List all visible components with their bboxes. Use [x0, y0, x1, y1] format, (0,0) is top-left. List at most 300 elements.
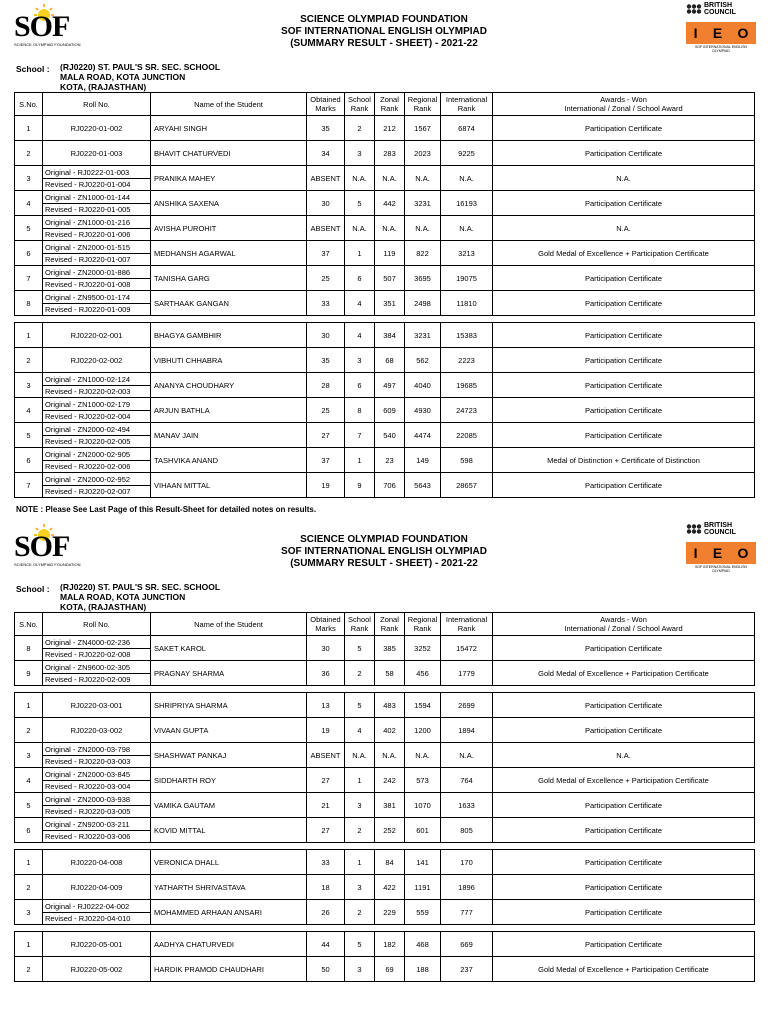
serial-number: 2 — [15, 718, 43, 743]
serial-number: 7 — [15, 266, 43, 291]
table-row — [15, 448, 755, 473]
column-header: Regional Rank — [405, 613, 441, 636]
column-header: School Rank — [345, 93, 375, 116]
obtained-marks: 19 — [307, 718, 345, 743]
revised-roll: Revised - RJ0220-01-007 — [45, 254, 131, 264]
award-won: Participation Certificate — [493, 323, 755, 348]
school-rank: 6 — [345, 373, 375, 398]
school-rank: N.A. — [345, 743, 375, 768]
regional-rank: 1567 — [405, 116, 441, 141]
school-name: (RJ0220) ST. PAUL'S SR. SEC. SCHOOL — [60, 582, 221, 592]
ieo-letter: O — [737, 25, 749, 41]
international-rank: 6874 — [441, 116, 493, 141]
roll-number: RJ0220-01-003 — [43, 141, 151, 166]
original-roll: Original - ZN4000-02-236 — [43, 637, 150, 649]
table-row — [15, 141, 755, 166]
column-header: Regional Rank — [405, 93, 441, 116]
student-name: SARTHAAK GANGAN — [151, 291, 307, 316]
international-rank: 19075 — [441, 266, 493, 291]
roll-number: RJ0220-05-002 — [43, 957, 151, 982]
serial-number: 6 — [15, 818, 43, 843]
table-row — [15, 636, 755, 661]
roll-number — [43, 191, 151, 216]
obtained-marks: 37 — [307, 241, 345, 266]
original-roll: Original - ZN2000-02-952 — [43, 474, 150, 486]
student-name: SIDDHARTH ROY — [151, 768, 307, 793]
sheet-title: (SUMMARY RESULT - SHEET) - 2021-22 — [290, 38, 478, 49]
obtained-marks: ABSENT — [307, 743, 345, 768]
zonal-rank: 23 — [375, 448, 405, 473]
original-roll: Original - RJ0222-04-002 — [43, 901, 150, 913]
column-header: Zonal Rank — [375, 613, 405, 636]
zonal-rank: 229 — [375, 900, 405, 925]
international-rank: 805 — [441, 818, 493, 843]
regional-rank: 4930 — [405, 398, 441, 423]
regional-rank: 468 — [405, 932, 441, 957]
school-rank: 4 — [345, 323, 375, 348]
award-won: Gold Medal of Excellence + Participation Certificate — [493, 661, 755, 686]
british-council-text: BRITISH COUNCIL — [704, 2, 736, 16]
school-rank: 1 — [345, 768, 375, 793]
original-roll: Original - RJ0222-01-003 — [43, 167, 150, 179]
award-won: Gold Medal of Excellence + Participation Certificate — [493, 241, 755, 266]
british-council-ieo-logo — [686, 2, 756, 53]
serial-number: 3 — [15, 743, 43, 768]
original-roll: Original - ZN2000-03-938 — [43, 794, 150, 806]
serial-number: 2 — [15, 348, 43, 373]
regional-rank: 1594 — [405, 693, 441, 718]
zonal-rank: 69 — [375, 957, 405, 982]
school-address: MALA ROAD, KOTA JUNCTION — [60, 592, 186, 602]
regional-rank: 3231 — [405, 323, 441, 348]
zonal-rank: N.A. — [375, 216, 405, 241]
student-name: HARDIK PRAMOD CHAUDHARI — [151, 957, 307, 982]
table-row — [15, 661, 755, 686]
regional-rank: N.A. — [405, 743, 441, 768]
obtained-marks: 36 — [307, 661, 345, 686]
award-won: Participation Certificate — [493, 793, 755, 818]
ieo-subtitle: SOF INTERNATIONAL ENGLISH OLYMPIAD — [694, 45, 748, 53]
original-roll: Original - ZN2000-03-845 — [43, 769, 150, 781]
obtained-marks: 50 — [307, 957, 345, 982]
column-header: Obtained Marks — [307, 93, 345, 116]
column-header: Obtained Marks — [307, 613, 345, 636]
table-row — [15, 266, 755, 291]
zonal-rank: 497 — [375, 373, 405, 398]
obtained-marks: 25 — [307, 398, 345, 423]
international-rank: 2699 — [441, 693, 493, 718]
obtained-marks: 28 — [307, 373, 345, 398]
revised-roll: Revised - RJ0220-02-008 — [45, 649, 131, 659]
roll-number: RJ0220-03-002 — [43, 718, 151, 743]
obtained-marks: 30 — [307, 636, 345, 661]
table-row — [15, 932, 755, 957]
revised-roll: Revised - RJ0220-03-006 — [45, 831, 131, 841]
roll-number — [43, 266, 151, 291]
table-row — [15, 718, 755, 743]
regional-rank: 5643 — [405, 473, 441, 498]
obtained-marks: 26 — [307, 900, 345, 925]
school-rank: 2 — [345, 818, 375, 843]
obtained-marks: 35 — [307, 348, 345, 373]
obtained-marks: 27 — [307, 423, 345, 448]
international-rank: 1779 — [441, 661, 493, 686]
zonal-rank: 507 — [375, 266, 405, 291]
regional-rank: 4474 — [405, 423, 441, 448]
revised-roll: Revised - RJ0220-02-005 — [45, 436, 131, 446]
column-header: Awards - Won International / Zonal / School Award — [493, 93, 755, 116]
serial-number: 2 — [15, 141, 43, 166]
international-rank: 3213 — [441, 241, 493, 266]
roll-number: RJ0220-03-001 — [43, 693, 151, 718]
student-name: YATHARTH SHRIVASTAVA — [151, 875, 307, 900]
serial-number: 9 — [15, 661, 43, 686]
zonal-rank: 351 — [375, 291, 405, 316]
international-rank: 237 — [441, 957, 493, 982]
zonal-rank: N.A. — [375, 743, 405, 768]
obtained-marks: 30 — [307, 323, 345, 348]
obtained-marks: 30 — [307, 191, 345, 216]
student-name: VIVAAN GUPTA — [151, 718, 307, 743]
table-row — [15, 373, 755, 398]
sheet-header — [0, 0, 768, 62]
column-header: Roll No. — [43, 93, 151, 116]
award-won: N.A. — [493, 166, 755, 191]
school-rank: 3 — [345, 793, 375, 818]
group-separator — [15, 843, 755, 850]
student-name: TASHVIKA ANAND — [151, 448, 307, 473]
table-row — [15, 116, 755, 141]
serial-number: 1 — [15, 116, 43, 141]
international-rank: 764 — [441, 768, 493, 793]
school-rank: 5 — [345, 191, 375, 216]
revised-roll: Revised - RJ0220-04-010 — [45, 913, 131, 923]
zonal-rank: 385 — [375, 636, 405, 661]
award-won: Participation Certificate — [493, 850, 755, 875]
school-rank: 3 — [345, 348, 375, 373]
roll-number: RJ0220-02-002 — [43, 348, 151, 373]
table-row — [15, 957, 755, 982]
school-rank: 5 — [345, 693, 375, 718]
original-roll: Original - ZN9500-01-174 — [43, 292, 150, 304]
award-won: Participation Certificate — [493, 693, 755, 718]
international-rank: 1894 — [441, 718, 493, 743]
school-label: School : — [16, 584, 50, 594]
international-rank: N.A. — [441, 166, 493, 191]
international-rank: 1633 — [441, 793, 493, 818]
serial-number: 5 — [15, 216, 43, 241]
column-header: Roll No. — [43, 613, 151, 636]
student-name: MOHAMMED ARHAAN ANSARI — [151, 900, 307, 925]
obtained-marks: 35 — [307, 116, 345, 141]
obtained-marks: 25 — [307, 266, 345, 291]
school-rank: 1 — [345, 448, 375, 473]
serial-number: 1 — [15, 932, 43, 957]
result-sheet-page-2 — [0, 520, 768, 982]
roll-number: RJ0220-01-002 — [43, 116, 151, 141]
award-won: N.A. — [493, 743, 755, 768]
ieo-subtitle: SOF INTERNATIONAL ENGLISH OLYMPIAD — [694, 565, 748, 573]
revised-roll: Revised - RJ0220-02-006 — [45, 461, 131, 471]
international-rank: 11810 — [441, 291, 493, 316]
international-rank: 1896 — [441, 875, 493, 900]
ieo-letter: E — [712, 25, 723, 41]
table-row — [15, 900, 755, 925]
results-table — [14, 92, 755, 498]
school-rank: 4 — [345, 291, 375, 316]
student-name: SAKET KAROL — [151, 636, 307, 661]
revised-roll: Revised - RJ0220-01-008 — [45, 279, 131, 289]
regional-rank: N.A. — [405, 216, 441, 241]
table-row — [15, 768, 755, 793]
roll-number — [43, 473, 151, 498]
school-rank: 1 — [345, 850, 375, 875]
award-won: Participation Certificate — [493, 636, 755, 661]
roll-number — [43, 900, 151, 925]
roll-number — [43, 448, 151, 473]
international-rank: 24723 — [441, 398, 493, 423]
column-header: S.No. — [15, 613, 43, 636]
international-rank: 15472 — [441, 636, 493, 661]
student-name: ARYAHI SINGH — [151, 116, 307, 141]
international-rank: 16193 — [441, 191, 493, 216]
sof-logo-text: SOF — [14, 530, 70, 563]
roll-number — [43, 216, 151, 241]
revised-roll: Revised - RJ0220-02-007 — [45, 486, 131, 496]
ieo-letter: E — [712, 545, 723, 561]
international-rank: 28657 — [441, 473, 493, 498]
british-council-dots-icon — [686, 4, 702, 14]
student-name: VERONICA DHALL — [151, 850, 307, 875]
regional-rank: 3231 — [405, 191, 441, 216]
revised-roll: Revised - RJ0220-02-003 — [45, 386, 131, 396]
table-row — [15, 191, 755, 216]
award-won: Participation Certificate — [493, 373, 755, 398]
serial-number: 3 — [15, 166, 43, 191]
roll-number — [43, 636, 151, 661]
original-roll: Original - ZN9600-02-305 — [43, 662, 150, 674]
roll-number: RJ0220-02-001 — [43, 323, 151, 348]
award-won: N.A. — [493, 216, 755, 241]
student-name: TANISHA GARG — [151, 266, 307, 291]
regional-rank: 456 — [405, 661, 441, 686]
olympiad-title: SOF INTERNATIONAL ENGLISH OLYMPIAD — [281, 26, 487, 37]
regional-rank: 3252 — [405, 636, 441, 661]
regional-rank: 1070 — [405, 793, 441, 818]
column-header: Name of the Student — [151, 93, 307, 116]
award-won: Participation Certificate — [493, 818, 755, 843]
obtained-marks: 34 — [307, 141, 345, 166]
table-row — [15, 875, 755, 900]
olympiad-title: SOF INTERNATIONAL ENGLISH OLYMPIAD — [281, 546, 487, 557]
award-won: Participation Certificate — [493, 141, 755, 166]
international-rank: N.A. — [441, 216, 493, 241]
award-won: Participation Certificate — [493, 291, 755, 316]
table-row — [15, 323, 755, 348]
international-rank: 170 — [441, 850, 493, 875]
award-won: Participation Certificate — [493, 191, 755, 216]
award-won: Participation Certificate — [493, 266, 755, 291]
roll-number — [43, 373, 151, 398]
international-rank: 9225 — [441, 141, 493, 166]
obtained-marks: 27 — [307, 768, 345, 793]
revised-roll: Revised - RJ0220-02-004 — [45, 411, 131, 421]
school-rank: 3 — [345, 141, 375, 166]
results-table — [14, 612, 755, 982]
international-rank: 19685 — [441, 373, 493, 398]
foundation-title: SCIENCE OLYMPIAD FOUNDATION — [300, 534, 468, 545]
student-name: BHAGYA GAMBHIR — [151, 323, 307, 348]
british-council-ieo-logo — [686, 522, 756, 573]
table-row — [15, 743, 755, 768]
serial-number: 1 — [15, 850, 43, 875]
international-rank: N.A. — [441, 743, 493, 768]
obtained-marks: 19 — [307, 473, 345, 498]
serial-number: 3 — [15, 373, 43, 398]
table-row — [15, 473, 755, 498]
serial-number: 8 — [15, 636, 43, 661]
revised-roll: Revised - RJ0220-03-003 — [45, 756, 131, 766]
roll-number — [43, 291, 151, 316]
roll-number — [43, 743, 151, 768]
award-won: Participation Certificate — [493, 348, 755, 373]
regional-rank: 3695 — [405, 266, 441, 291]
revised-roll: Revised - RJ0220-03-005 — [45, 806, 131, 816]
original-roll: Original - ZN1000-01-216 — [43, 217, 150, 229]
original-roll: Original - ZN2000-02-494 — [43, 424, 150, 436]
student-name: AADHYA CHATURVEDI — [151, 932, 307, 957]
award-won: Participation Certificate — [493, 932, 755, 957]
award-won: Participation Certificate — [493, 718, 755, 743]
school-rank: 2 — [345, 900, 375, 925]
obtained-marks: 27 — [307, 818, 345, 843]
revised-roll: Revised - RJ0220-01-004 — [45, 179, 131, 189]
regional-rank: 188 — [405, 957, 441, 982]
original-roll: Original - ZN9200-03-211 — [43, 819, 150, 831]
zonal-rank: 283 — [375, 141, 405, 166]
serial-number: 7 — [15, 473, 43, 498]
column-header: International Rank — [441, 93, 493, 116]
international-rank: 15383 — [441, 323, 493, 348]
regional-rank: 822 — [405, 241, 441, 266]
sheet-header — [0, 520, 768, 582]
table-header-row — [15, 613, 755, 636]
regional-rank: 2023 — [405, 141, 441, 166]
regional-rank: 1200 — [405, 718, 441, 743]
international-rank: 598 — [441, 448, 493, 473]
obtained-marks: 21 — [307, 793, 345, 818]
original-roll: Original - ZN1000-02-179 — [43, 399, 150, 411]
award-won: Participation Certificate — [493, 116, 755, 141]
column-header: Name of the Student — [151, 613, 307, 636]
table-row — [15, 693, 755, 718]
table-row — [15, 216, 755, 241]
regional-rank: 1191 — [405, 875, 441, 900]
student-name: SHRIPRIYA SHARMA — [151, 693, 307, 718]
international-rank: 669 — [441, 932, 493, 957]
student-name: VIHAAN MITTAL — [151, 473, 307, 498]
table-header-row — [15, 93, 755, 116]
original-roll: Original - ZN1000-02-124 — [43, 374, 150, 386]
award-won: Participation Certificate — [493, 398, 755, 423]
zonal-rank: 381 — [375, 793, 405, 818]
zonal-rank: N.A. — [375, 166, 405, 191]
serial-number: 4 — [15, 191, 43, 216]
table-row — [15, 423, 755, 448]
regional-rank: 559 — [405, 900, 441, 925]
roll-number — [43, 661, 151, 686]
original-roll: Original - ZN1000-01-144 — [43, 192, 150, 204]
school-rank: 5 — [345, 932, 375, 957]
student-name: MANAV JAIN — [151, 423, 307, 448]
ieo-logo — [686, 22, 756, 44]
award-won: Participation Certificate — [493, 473, 755, 498]
table-row — [15, 793, 755, 818]
award-won: Gold Medal of Excellence + Participation Certificate — [493, 957, 755, 982]
regional-rank: 141 — [405, 850, 441, 875]
table-row — [15, 818, 755, 843]
zonal-rank: 119 — [375, 241, 405, 266]
obtained-marks: 33 — [307, 850, 345, 875]
table-row — [15, 241, 755, 266]
zonal-rank: 422 — [375, 875, 405, 900]
school-rank: 1 — [345, 241, 375, 266]
regional-rank: 149 — [405, 448, 441, 473]
ieo-letter: I — [693, 25, 698, 41]
ieo-letter: I — [693, 545, 698, 561]
sheet-title: (SUMMARY RESULT - SHEET) - 2021-22 — [290, 558, 478, 569]
school-address: MALA ROAD, KOTA JUNCTION — [60, 72, 186, 82]
revised-roll: Revised - RJ0220-01-009 — [45, 304, 131, 314]
school-rank: N.A. — [345, 216, 375, 241]
award-won: Participation Certificate — [493, 423, 755, 448]
column-header: Zonal Rank — [375, 93, 405, 116]
student-name: ANANYA CHOUDHARY — [151, 373, 307, 398]
regional-rank: 562 — [405, 348, 441, 373]
obtained-marks: 18 — [307, 875, 345, 900]
school-rank: 6 — [345, 266, 375, 291]
serial-number: 3 — [15, 900, 43, 925]
serial-number: 1 — [15, 323, 43, 348]
regional-rank: N.A. — [405, 166, 441, 191]
serial-number: 2 — [15, 957, 43, 982]
serial-number: 8 — [15, 291, 43, 316]
serial-number: 5 — [15, 793, 43, 818]
award-won: Participation Certificate — [493, 875, 755, 900]
table-row — [15, 166, 755, 191]
roll-number — [43, 793, 151, 818]
school-rank: 8 — [345, 398, 375, 423]
student-name: AVISHA PUROHIT — [151, 216, 307, 241]
school-rank: 9 — [345, 473, 375, 498]
revised-roll: Revised - RJ0220-02-009 — [45, 674, 131, 684]
zonal-rank: 402 — [375, 718, 405, 743]
regional-rank: 4040 — [405, 373, 441, 398]
group-separator — [15, 925, 755, 932]
student-name: VAMIKA GAUTAM — [151, 793, 307, 818]
roll-number — [43, 241, 151, 266]
obtained-marks: 33 — [307, 291, 345, 316]
school-rank: 5 — [345, 636, 375, 661]
international-rank: 2223 — [441, 348, 493, 373]
original-roll: Original - ZN2000-01-515 — [43, 242, 150, 254]
school-name: (RJ0220) ST. PAUL'S SR. SEC. SCHOOL — [60, 62, 221, 72]
regional-rank: 573 — [405, 768, 441, 793]
zonal-rank: 609 — [375, 398, 405, 423]
obtained-marks: 44 — [307, 932, 345, 957]
regional-rank: 2498 — [405, 291, 441, 316]
student-name: MEDHANSH AGARWAL — [151, 241, 307, 266]
